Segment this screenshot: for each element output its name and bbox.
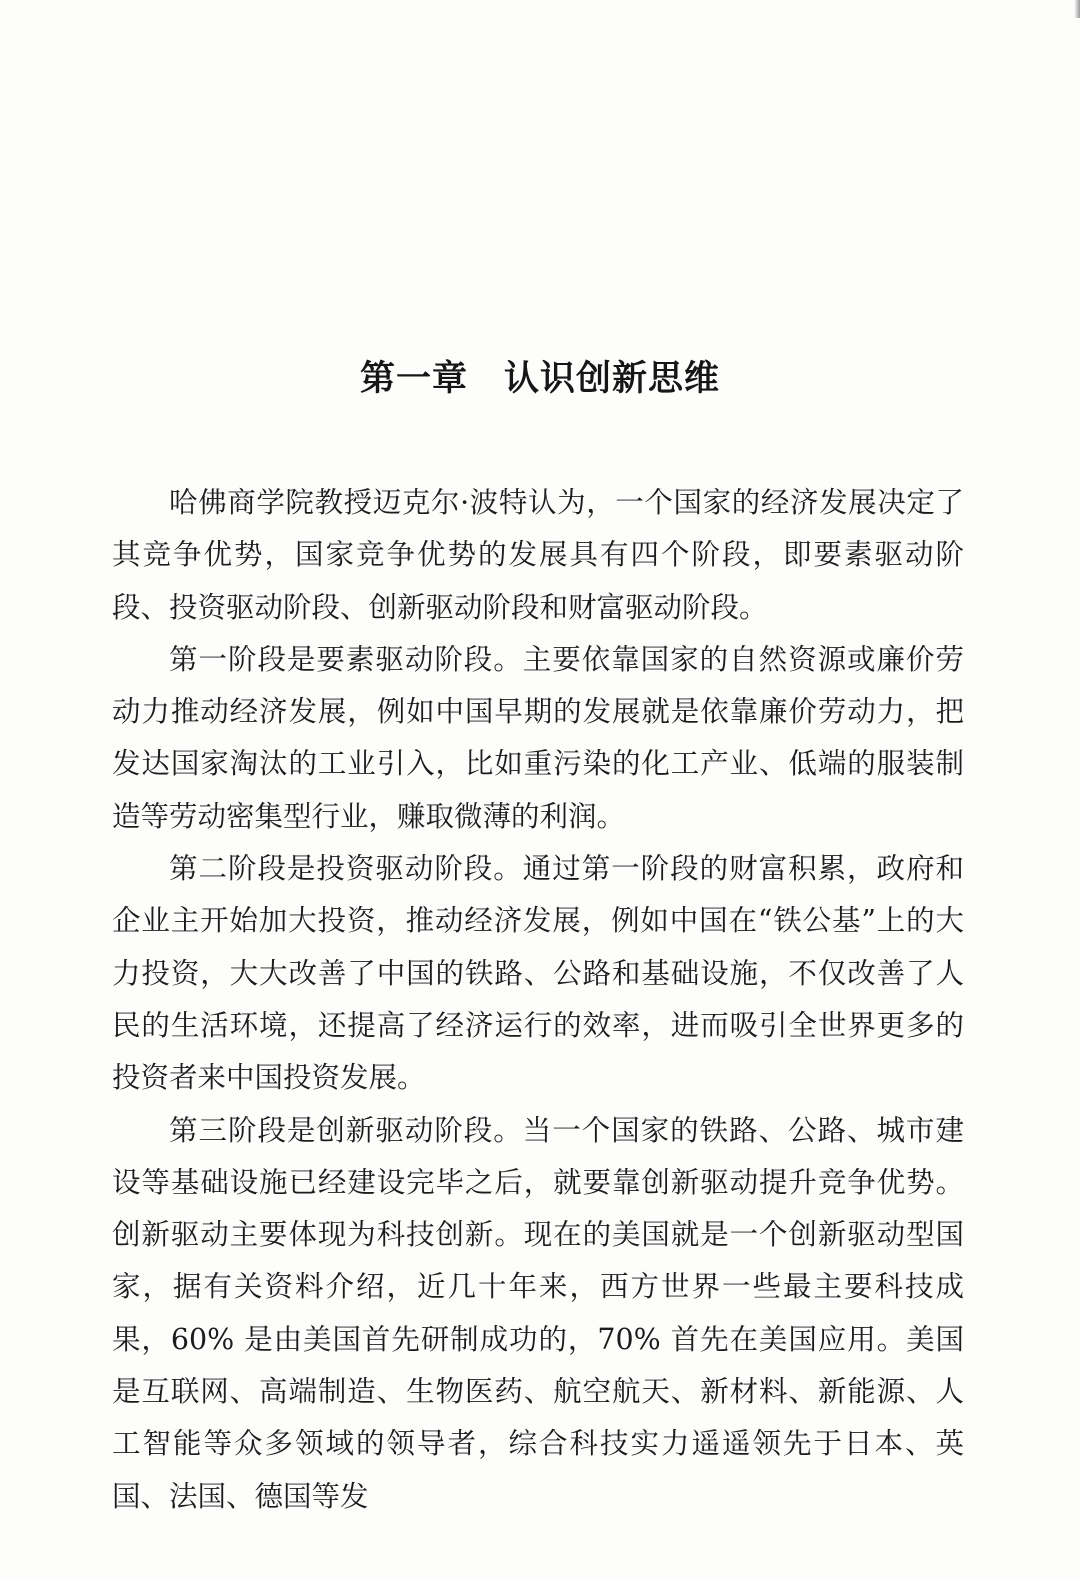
- chapter-title: 第一章 认识创新思维: [359, 359, 720, 400]
- scan-edge-mark: [1074, 0, 1080, 18]
- paragraph-stage-two: 第二阶段是投资驱动阶段。通过第一阶段的财富积累，政府和企业主开始加大投资，推动经济发展，例如中国在“铁公基”上的大力投资，大大改善了中国的铁路、公路和基础设施，不仅改善了人民的生活环境，还提高了经济运行的效率，进而吸引全世界更多的投资者来中国投资发展。: [112, 852, 964, 1095]
- paragraph-stage-three: 第三阶段是创新驱动阶段。当一个国家的铁路、公路、城市建设等基础设施已经建设完毕之后，就要靠创新驱动提升竞争优势。创新驱动主要体现为科技创新。现在的美国就是一个创新驱动型国家，据有关资料介绍，近几十年来，西方世界一些最主要科技成果，60% 是由美国首先研制成功的，70% 首先在美国应用。美国是互联网、高端制造、生物医药、航空航天、新材料、新能源、人工智能等众多领域的领导者，综合科技实力遥遥领先于日本、英国、法国、德国等发: [112, 1113, 964, 1513]
- paragraph-stage-one: 第一阶段是要素驱动阶段。主要依靠国家的自然资源或廉价劳动力推动经济发展，例如中国早期的发展就是依靠廉价劳动力，把发达国家淘汰的工业引入，比如重污染的化工产业、低端的服装制造等劳动密集型行业，赚取微薄的利润。: [112, 642, 964, 833]
- paragraph-intro-porter: 哈佛商学院教授迈克尔·波特认为，一个国家的经济发展决定了其竞争优势，国家竞争优势的发展具有四个阶段，即要素驱动阶段、投资驱动阶段、创新驱动阶段和财富驱动阶段。: [112, 486, 964, 624]
- body-text: [112, 477, 964, 1523]
